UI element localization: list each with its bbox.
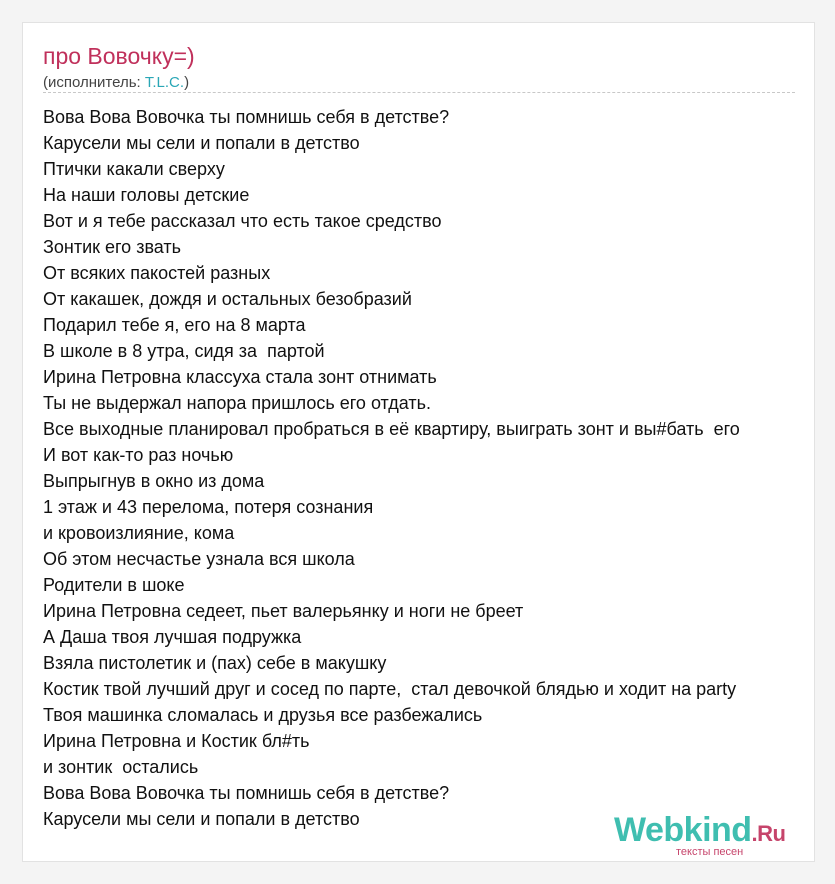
lyric-line: На наши головы детские xyxy=(43,185,250,205)
lyric-line: Все выходные планировал пробраться в её квартиру, выиграть зонт и вы#бать его xyxy=(43,419,740,439)
lyric-line: В школе в 8 утра, сидя за партой xyxy=(43,341,325,361)
lyric-line: Взяла пистолетик и (пах) себе в макушку xyxy=(43,653,387,673)
lyric-line: Родители в шоке xyxy=(43,575,185,595)
artist-prefix: (исполнитель: xyxy=(43,74,145,91)
lyric-line: Зонтик его звать xyxy=(43,237,182,257)
lyrics-card xyxy=(22,22,815,862)
lyric-line: Ирина Петровна и Костик бл#ть xyxy=(43,731,310,751)
lyrics-text xyxy=(43,104,740,832)
lyric-line: Вова Вова Вовочка ты помнишь себя в детстве? xyxy=(43,783,450,803)
lyric-line: Карусели мы сели и попали в детство xyxy=(43,809,360,829)
lyric-line: От какашек, дождя и остальных безобразий xyxy=(43,289,412,309)
lyric-line: Птички какали сверху xyxy=(43,159,225,179)
lyric-line: Карусели мы сели и попали в детство xyxy=(43,133,360,153)
lyric-line: Об этом несчастье узнала вся школа xyxy=(43,549,355,569)
webkind-logo xyxy=(614,811,804,859)
lyric-line: От всяких пакостей разных xyxy=(43,263,271,283)
lyric-line: Костик твой лучший друг и сосед по парте, стал девочкой блядью и ходит на party xyxy=(43,679,737,699)
lyric-line: Вот и я тебе рассказал что есть такое средство xyxy=(43,211,442,231)
song-title: про Вовочку=) xyxy=(43,43,195,69)
lyric-line: И вот как-то раз ночью xyxy=(43,445,234,465)
lyric-line: А Даша твоя лучшая подружка xyxy=(43,627,302,647)
lyric-line: и зонтик остались xyxy=(43,757,199,777)
lyric-line: 1 этаж и 43 перелома, потеря сознания xyxy=(43,497,374,517)
lyric-line: Ирина Петровна седеет, пьет валерьянку и ноги не бреет xyxy=(43,601,524,621)
lyric-line: Подарил тебе я, его на 8 марта xyxy=(43,315,306,335)
lyric-line: и кровоизлияние, кома xyxy=(43,523,235,543)
artist-suffix: ) xyxy=(184,74,190,91)
lyric-line: Выпрыгнув в окно из дома xyxy=(43,471,265,491)
lyric-line: Ирина Петровна классуха стала зонт отнимать xyxy=(43,367,437,387)
lyric-line: Вова Вова Вовочка ты помнишь себя в детстве? xyxy=(43,107,450,127)
divider xyxy=(43,92,795,93)
logo-brand-name: Webkind xyxy=(614,811,752,849)
logo-tagline: тексты песен xyxy=(676,846,744,858)
artist-line xyxy=(43,74,189,91)
artist-link[interactable]: T.L.C. xyxy=(144,74,185,91)
logo-brand xyxy=(614,811,786,850)
lyric-line: Ты не выдержал напора пришлось его отдать. xyxy=(43,393,431,413)
logo-tld: .Ru xyxy=(751,821,786,846)
lyric-line: Твоя машинка сломалась и друзья все разбежались xyxy=(43,705,483,725)
